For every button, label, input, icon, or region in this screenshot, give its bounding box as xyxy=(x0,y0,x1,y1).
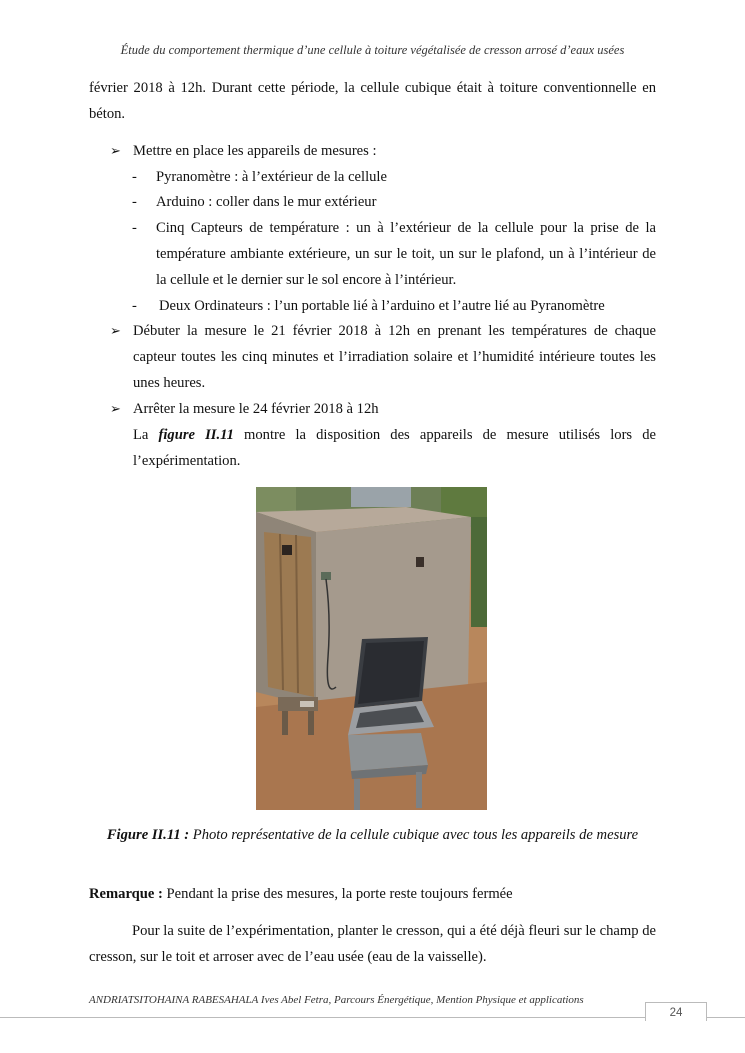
figure-reference-paragraph: La figure II.11 montre la disposition des appareils de mesure utilisés lors de l’expérimentation. xyxy=(133,427,656,469)
remarque-label: Remarque : xyxy=(89,886,163,902)
dash-bullet: - xyxy=(132,298,137,314)
dash-bullet: - xyxy=(132,169,137,185)
intro-paragraph: février 2018 à 12h. Durant cette période, la cellule cubique était à toiture conventionnelle en béton. xyxy=(89,80,656,122)
page-number: 24 xyxy=(645,1002,707,1021)
figure-caption-label: Figure II.11 : xyxy=(106,827,190,843)
item-pyranometre-text: Pyranomètre : à l’extérieur de la cellule xyxy=(156,169,387,185)
item-capteurs-text: Cinq Capteurs de température : un à l’extérieur de la cellule pour la prise de la température ambiante extérieure, un sur le toit, un sur le plafond, un à l’intérieur de la cellule et le dernier sur le sol encore à l’intérieur. xyxy=(156,220,656,288)
figure-caption xyxy=(0,827,745,844)
figure-caption-text: Photo représentative de la cellule cubique avec tous les appareils de mesure xyxy=(189,827,639,843)
arrow-bullet-icon: ➢ xyxy=(110,143,121,158)
step-1-text: Mettre en place les appareils de mesures : xyxy=(133,143,377,159)
remarque-paragraph xyxy=(89,881,656,907)
cell-photo xyxy=(256,487,487,810)
remarque-text: Pendant la prise des mesures, la porte reste toujours fermée xyxy=(162,886,513,902)
figure-reference-link: figure II.11 xyxy=(158,427,234,443)
dash-bullet: - xyxy=(132,220,137,236)
item-arduino-text: Arduino : coller dans le mur extérieur xyxy=(156,194,377,210)
footer-divider xyxy=(0,1017,745,1018)
running-header: Étude du comportement thermique d’une cellule à toiture végétalisée de cresson arrosé d’eaux usées xyxy=(120,43,625,57)
dash-bullet: - xyxy=(132,194,137,210)
arrow-bullet-icon: ➢ xyxy=(110,401,121,416)
item-ordinateurs-text: Deux Ordinateurs : l’un portable lié à l’arduino et l’autre lié au Pyranomètre xyxy=(159,298,605,314)
step-2-text: Débuter la mesure le 21 février 2018 à 12h en prenant les températures de chaque capteur toutes les cinq minutes et l’irradiation solaire et l’humidité intérieure toutes les unes heures. xyxy=(133,323,656,391)
suite-paragraph: Pour la suite de l’expérimentation, planter le cresson, qui a été déjà fleuri sur le champ de cresson, sur le toit et arroser avec de l’eau usée (eau de la vaisselle). xyxy=(89,923,656,965)
step-3-text: Arrêter la mesure le 24 février 2018 à 12h xyxy=(133,401,379,417)
footer-author: ANDRIATSITOHAINA RABESAHALA Ives Abel Fetra, Parcours Énergétique, Mention Physique et applications xyxy=(89,994,584,1006)
